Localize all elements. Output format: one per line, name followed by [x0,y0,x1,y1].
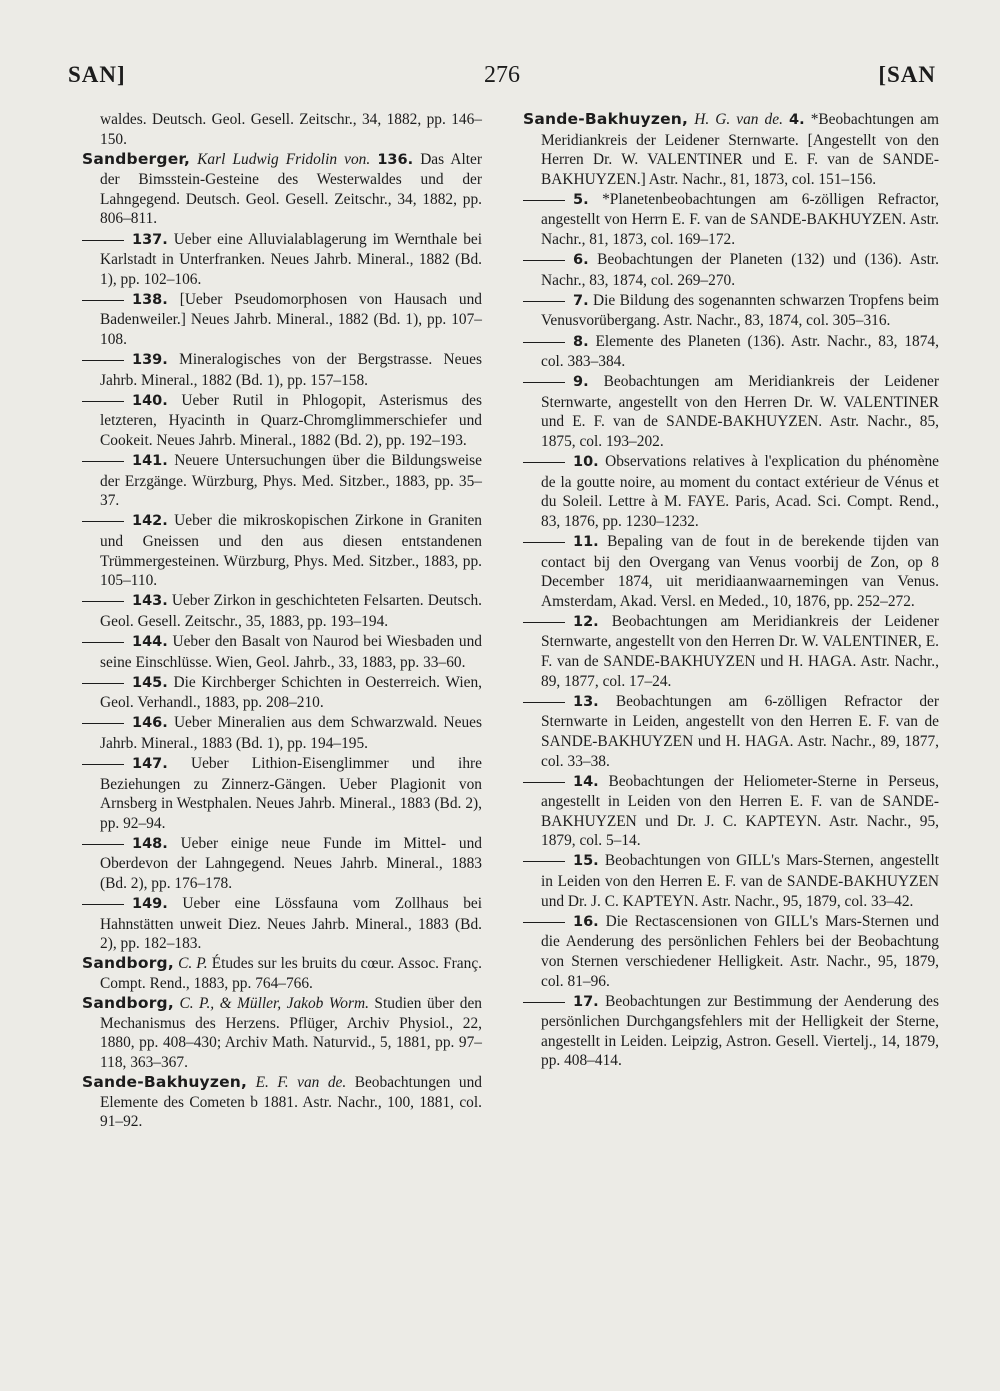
sub-entry [82,632,482,672]
entry-number: 141. [132,453,168,470]
author-given-name: E. F. van de. [255,1074,347,1091]
ditto-dash [82,683,124,684]
entry-text: Études sur les bruits du cœur. Assoc. Franç. Compt. Rend., 1883, pp. 764–766. [100,955,482,993]
entry-text: Beobachtungen zur Bestimmung der Aenderung des persönlichen Durchgangsfehlers mit der Helligkeit der Sterne, angestellt in Leiden. Leipzig, Astron. Gesell. Viertelj., 14, 1879, pp. 408–414. [541,992,939,1070]
sub-entry [523,692,939,771]
entry-text: Ueber Mineralien aus dem Schwarzwald. Neues Jahrb. Mineral., 1883 (Bd. 1), pp. 194–195. [100,714,482,752]
entry-number: 10. [573,454,599,471]
entry-number: 16. [573,913,599,930]
sub-entry [82,290,482,350]
right-column [523,110,939,1072]
entry-number: 6. [573,252,589,269]
sub-entry [82,894,482,954]
author-given-name: H. G. van de. [694,111,783,128]
ditto-dash [82,300,124,301]
ditto-dash [523,861,565,862]
sub-entry [82,391,482,451]
entry-number: 9. [573,374,589,391]
author-given-name: Karl Ludwig Fridolin von. [197,150,371,168]
ditto-dash [82,764,124,765]
sub-entry [523,992,939,1071]
entry-number: 140. [132,392,168,409]
entry-number: 143. [132,593,168,610]
ditto-dash [82,723,124,724]
entry-text: Beobachtungen der Heliometer-Sterne in Perseus, angestellt in Leiden von den Herren E. F. van de SANDE-BAKHUYZEN und Dr. J. C. KAPTEYN. Astr. Nachr., 95, 1879, col. 5–14. [541,772,939,850]
entry-text: Bepaling van de fout in de berekende tijden van contact bij den Overgang van Venus voorbij de Zon, op 8 December 1874, uit meridiaanwaarnemingen van Venus. Amsterdam, Akad. Versl. en Meded., 10, 1876, pp. 252–272. [541,532,939,610]
ditto-dash [523,301,565,302]
author-name: Sandborg, [82,994,174,1013]
ditto-dash [523,342,565,343]
sub-entry [523,250,939,290]
sub-entry [82,350,482,390]
entry-text: Die Kirchberger Schichten in Oesterreich. Wien, Geol. Verhandl., 1883, pp. 208–210. [100,673,482,712]
ditto-dash [523,462,565,463]
entry-number: 147. [132,756,168,772]
author-name: Sande-Bakhuyzen, [82,1073,248,1091]
entry-number: 4. [789,112,805,128]
ditto-dash [82,521,124,522]
sub-entry [523,372,939,451]
entry-text: Ueber die mikroskopischen Zirkone in Graniten und Gneissen und den aus diesen entstandenen Trümmergesteinen. Würzburg, Phys. Med. Sitzber., 1883, pp. 105–110. [100,512,482,590]
sub-entry [82,591,482,631]
entry-text: Studien über den Mechanismus des Herzens. Pflüger, Archiv Physiol., 22, 1880, pp. 408–430; Archiv Math. Naturvid., 5, 1881, pp. 97–118, 363–367. [100,995,482,1071]
entry-text: Observations relatives à l'explication du phénomène de la goutte noire, au moment du contact extérieur de Vénus et du Soleil. Lettre à M. FAYE. Paris, Acad. Sci. Compt. Rend., 83, 1876, pp. 1230–1232. [541,453,939,530]
entry-text: Mineralogisches von der Bergstrasse. Neues Jahrb. Mineral., 1882 (Bd. 1), pp. 157–158. [100,351,482,389]
entry-text: Beobachtungen von GILL's Mars-Sternen, angestellt in Leiden von den Herren E. F. van de SANDE-BAKHUYZEN und Dr. J. C. KAPTEYN. Astr. Nachr., 95, 1879, col. 33–42. [541,852,939,910]
page-number: 276 [484,62,520,88]
sub-entry [82,230,482,290]
author-name: Sandberger, [82,149,191,168]
sub-entry [523,532,939,611]
entry-text: Ueber Rutil in Phlogopit, Asterismus des letzteren, Hyacinth in Quarz-Chromglimmerschiefer und Cookeit. Neues Jahrb. Mineral., 1882 (Bd. 2), pp. 192–193. [100,391,482,449]
sub-entry [82,451,482,511]
ditto-dash [523,922,565,923]
entry-text: Die Rectascensionen von GILL's Mars-Sternen und die Aenderung des persönlichen Fehlers bei der Beobachtung von Sternen verschiedener Helligkeit. Astr. Nachr., 95, 1879, col. 81–96. [541,912,939,990]
sub-entry [523,291,939,331]
author-entry [82,994,482,1072]
page-header [68,62,936,98]
sub-entry [523,912,939,991]
continued-entry [82,110,482,149]
ditto-dash [82,401,124,402]
entry-text: Beobachtungen am Meridiankreis der Leidener Sternwarte, angestellt von den Herren Dr. W. VALENTINER, E. F. van de SANDE-BAKHUYZEN und H. HAGA. Astr. Nachr., 89, 1877, col. 17–24. [541,612,939,690]
entry-number: 137. [132,231,168,248]
left-column [82,110,482,1132]
entry-number: 145. [132,674,168,691]
entry-text: Ueber Lithion-Eisenglimmer und ihre Beziehungen zu Zinnerz-Gängen. Ueber Plagionit von Arnsberg in Westphalen. Neues Jahrb. Mineral., 1883 (Bd. 2), pp. 92–94. [100,755,482,832]
entry-text: Ueber den Basalt von Naurod bei Wiesbaden und seine Einschlüsse. Wien, Geol. Jahrb., 33, 1883, pp. 33–60. [100,632,482,671]
ditto-dash [523,260,565,261]
entry-number: 7. [573,292,589,309]
ditto-dash [523,382,565,383]
entry-text: Ueber eine Alluvialablagerung im Wernthale bei Karlstadt in Unterfranken. Neues Jahrb. Mineral., 1882 (Bd. 1), pp. 102–106. [100,230,482,288]
entry-number: 136. [377,151,414,168]
entry-number: 8. [573,333,589,350]
author-name: Sande-Bakhuyzen, [523,110,689,128]
sub-entry [82,511,482,590]
ditto-dash [523,782,565,783]
author-given-name: C. P. [178,955,208,973]
ditto-dash [523,622,565,623]
ditto-dash [82,461,124,462]
entry-number: 5. [573,191,589,208]
author-entry [523,110,939,189]
ditto-dash [82,360,124,361]
entry-text: *Beobachtungen am Meridiankreis der Leidener Sternwarte. [Angestellt von den Herren Dr. W. VALENTINER und E. F. van de SANDE-BAKHUYZEN.] Astr. Nachr., 81, 1873, col. 151–156. [541,111,939,188]
ditto-dash [82,844,124,845]
entry-number: 148. [132,835,168,852]
entry-number: 13. [573,693,599,710]
ditto-dash [82,601,124,602]
entry-text: Beobachtungen der Planeten (132) und (136). Astr. Nachr., 83, 1874, col. 269–270. [541,251,939,289]
ditto-dash [523,702,565,703]
sub-entry [82,754,482,833]
sub-entry [523,332,939,372]
entry-number: 144. [132,633,168,650]
author-given-name: C. P., & Müller, Jakob Worm. [179,995,369,1013]
ditto-dash [523,542,565,543]
entry-text: waldes. Deutsch. Geol. Gesell. Zeitschr., 34, 1882, pp. 146–150. [100,111,482,148]
entry-text: [Ueber Pseudomorphosen von Hausach und Badenweiler.] Neues Jahrb. Mineral., 1882 (Bd. 1), pp. 107–108. [100,290,482,349]
entry-number: 11. [573,533,599,550]
entry-number: 12. [573,613,599,630]
entry-text: Das Alter der Bimsstein-Gesteine des Westerwaldes und der Lahngegend. Deutsch. Geol. Gesell. Zeitschr., 34, 1882, pp. 806–811. [100,150,482,228]
entry-number: 138. [132,291,168,308]
sub-entry [523,190,939,250]
entry-number: 17. [573,993,599,1010]
sub-entry [523,772,939,851]
entry-text: Neuere Untersuchungen über die Bildungsweise der Erzgänge. Würzburg, Phys. Med. Sitzber., 1883, pp. 35–37. [100,452,482,510]
sub-entry [523,851,939,911]
author-entry [82,954,482,993]
ditto-dash [82,240,124,241]
sub-entry [82,834,482,894]
ditto-dash [82,904,124,905]
entry-text: Ueber einige neue Funde im Mittel- und Oberdevon der Lahngegend. Neues Jahrb. Mineral., 1883 (Bd. 2), pp. 176–178. [100,834,482,893]
entry-text: Beobachtungen am 6-zölligen Refractor der Sternwarte in Leiden, angestellt von den Herren E. F. van de SANDE-BAKHUYZEN und H. HAGA. Astr. Nachr., 89, 1877, col. 33–38. [541,692,939,770]
sub-entry [523,612,939,691]
entry-text: Ueber Zirkon in geschichteten Felsarten. Deutsch. Geol. Gesell. Zeitschr., 35, 1883, pp. 193–194. [100,592,482,630]
entry-text: *Planetenbeobachtungen am 6-zölligen Refractor, angestellt von Herrn E. F. van de SANDE-BAKHUYZEN. Astr. Nachr., 81, 1873, col. 169–172. [541,190,939,249]
ditto-dash [82,642,124,643]
entry-number: 142. [132,513,168,530]
header-left-guide: SAN] [68,62,126,87]
sub-entry [82,673,482,713]
entry-text: Ueber eine Lössfauna vom Zollhaus bei Hahnstätten unweit Diez. Neues Jahrb. Mineral., 1883 (Bd. 2), pp. 182–183. [100,895,482,953]
entry-number: 149. [132,896,168,913]
entry-number: 146. [132,715,168,732]
sub-entry [523,452,939,531]
entry-number: 15. [573,853,599,870]
ditto-dash [523,200,565,201]
ditto-dash [523,1002,565,1003]
entry-text: Beobachtungen und Elemente des Cometen b 1881. Astr. Nachr., 100, 1881, col. 91–92. [100,1074,483,1131]
author-entry [82,1073,482,1132]
author-entry [82,150,482,229]
sub-entry [82,713,482,753]
author-name: Sandborg, [82,954,174,973]
header-right-guide: [SAN [878,62,936,87]
entry-text: Beobachtungen am Meridiankreis der Leidener Sternwarte, angestellt von den Herren Dr. W. VALENTINER und E. F. van de SANDE-BAKHUYZEN. Astr. Nachr., 85, 1875, col. 193–202. [541,373,939,450]
entry-number: 139. [132,352,168,369]
entry-text: Elemente des Planeten (136). Astr. Nachr., 83, 1874, col. 383–384. [541,332,939,371]
entry-number: 14. [573,773,599,790]
entry-text: Die Bildung des sogenannten schwarzen Tropfens beim Venusvorübergang. Astr. Nachr., 83, 1874, col. 305–316. [541,291,939,330]
